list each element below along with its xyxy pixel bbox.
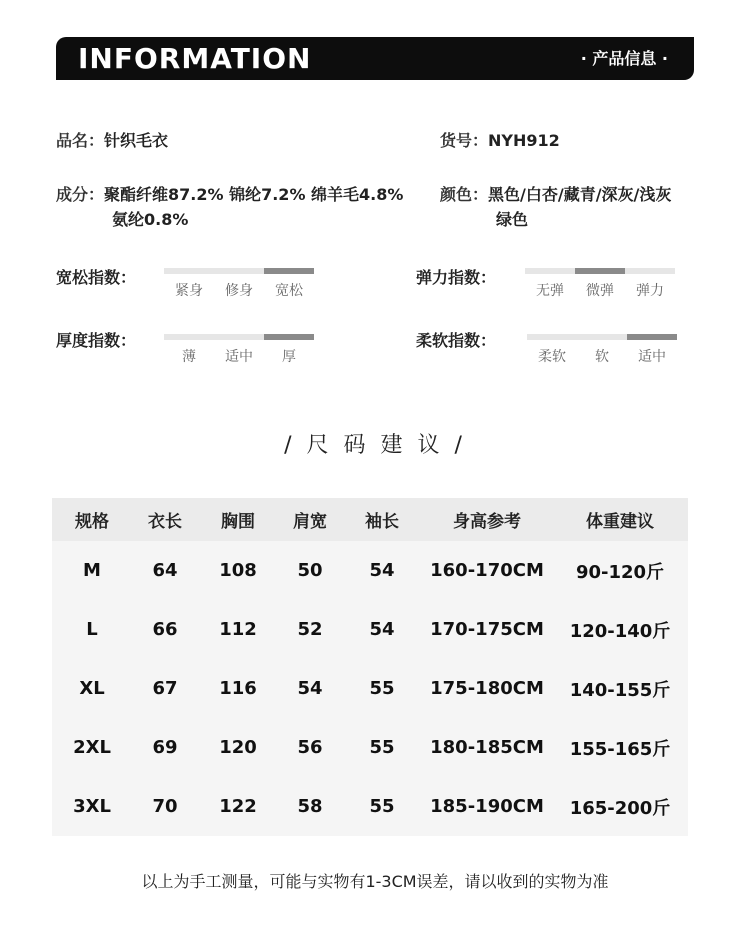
table-cell: 54 (369, 560, 395, 581)
color-row (440, 183, 671, 207)
scale-option: 软 (595, 349, 609, 365)
table-cell: 64 (152, 560, 178, 581)
table-cell: 66 (152, 619, 178, 640)
table-cell: 108 (219, 560, 257, 581)
table-row (52, 777, 688, 836)
scale-option: 厚 (282, 349, 296, 365)
table-cell: 52 (297, 619, 323, 640)
product-name-value: 针织毛衣 (104, 131, 169, 150)
table-cell: 122 (219, 796, 257, 817)
product-name-row (56, 129, 168, 153)
scale-segment (164, 268, 214, 274)
looseness-label: 宽松指数： (56, 268, 137, 287)
scale-option: 柔软 (538, 349, 566, 365)
banner-title: INFORMATION (78, 42, 312, 75)
table-cell: 180-185CM (430, 737, 544, 758)
composition-line1: 聚酯纤维87.2% 锦纶7.2% 绵羊毛4.8% (104, 185, 404, 204)
scale-segment (264, 334, 314, 340)
header-cell: 规格 (75, 512, 109, 532)
thickness-label: 厚度指数： (56, 331, 137, 350)
table-cell: 70 (152, 796, 178, 817)
scale-option: 紧身 (175, 283, 203, 299)
table-cell: 155-165斤 (569, 738, 671, 760)
table-cell: 140-155斤 (569, 679, 671, 701)
scale-segment (214, 268, 264, 274)
product-name-label: 品名： (56, 131, 105, 150)
table-row (52, 659, 688, 718)
scale-segment (164, 334, 214, 340)
table-cell: 175-180CM (430, 678, 544, 699)
table-cell: 2XL (73, 737, 111, 758)
table-cell: 54 (369, 619, 395, 640)
scale-segment (527, 334, 577, 340)
scale-option: 宽松 (275, 283, 303, 299)
table-cell: L (86, 619, 98, 640)
table-row (52, 718, 688, 777)
size-table-header (52, 498, 688, 541)
table-cell: 67 (152, 678, 178, 699)
table-cell: 185-190CM (430, 796, 544, 817)
scale-option: 修身 (225, 283, 253, 299)
header-cell: 身高参考 (453, 512, 521, 532)
scale-option: 微弹 (586, 283, 614, 299)
scale-option: 弹力 (636, 283, 664, 299)
measurement-note: 以上为手工测量，可能与实物有1-3CM误差，请以收到的实物为准 (141, 872, 609, 891)
composition-row (56, 183, 403, 207)
composition-label: 成分： (56, 185, 105, 204)
table-cell: 56 (297, 737, 323, 758)
table-cell: 58 (297, 796, 323, 817)
scale-segment (625, 268, 675, 274)
table-cell: 54 (297, 678, 323, 699)
table-cell: 55 (369, 737, 395, 758)
thickness-scale (164, 334, 314, 366)
color-label: 颜色： (440, 185, 489, 204)
table-row (52, 600, 688, 659)
product-code-value: NYH912 (488, 131, 560, 150)
table-cell: 170-175CM (430, 619, 544, 640)
elasticity-scale (525, 268, 675, 300)
table-cell: 3XL (73, 796, 111, 817)
table-cell: XL (79, 678, 105, 699)
softness-scale (527, 334, 677, 366)
scale-segment (575, 268, 625, 274)
scale-segment (264, 268, 314, 274)
table-cell: 50 (297, 560, 323, 581)
header-cell: 袖长 (365, 512, 399, 532)
table-row (52, 541, 688, 600)
table-cell: 120 (219, 737, 257, 758)
looseness-scale (164, 268, 314, 300)
size-table (52, 498, 688, 836)
banner-subtitle: · 产品信息 · (580, 49, 668, 68)
elasticity-label: 弹力指数： (416, 268, 497, 287)
table-cell: 165-200斤 (569, 797, 671, 819)
color-line2: 绿色 (496, 210, 529, 229)
table-cell: 160-170CM (430, 560, 544, 581)
scale-option: 适中 (638, 349, 666, 365)
table-cell: 90-120斤 (575, 561, 665, 583)
scale-segment (627, 334, 677, 340)
header-cell: 肩宽 (293, 512, 327, 532)
size-table-body (52, 541, 688, 836)
table-cell: 120-140斤 (569, 620, 671, 642)
scale-option: 薄 (182, 349, 196, 365)
header-cell: 体重建议 (586, 512, 654, 532)
scale-option: 适中 (225, 349, 253, 365)
table-cell: 55 (369, 796, 395, 817)
product-code-label: 货号： (440, 131, 489, 150)
table-cell: 112 (219, 619, 257, 640)
scale-option: 无弹 (536, 283, 564, 299)
softness-label: 柔软指数： (416, 331, 497, 350)
table-cell: 116 (219, 678, 257, 699)
size-section-title: / 尺 码 建 议 / (284, 433, 466, 458)
header-cell: 胸围 (221, 512, 255, 532)
info-banner (56, 37, 694, 80)
table-cell: M (83, 560, 101, 581)
color-line1: 黑色/白杏/藏青/深灰/浅灰 (488, 185, 672, 204)
scale-segment (214, 334, 264, 340)
product-code-row (440, 129, 560, 153)
header-cell: 衣长 (148, 512, 182, 532)
composition-line2: 氨纶0.8% (112, 210, 189, 229)
table-cell: 69 (152, 737, 178, 758)
scale-segment (577, 334, 627, 340)
table-cell: 55 (369, 678, 395, 699)
scale-segment (525, 268, 575, 274)
